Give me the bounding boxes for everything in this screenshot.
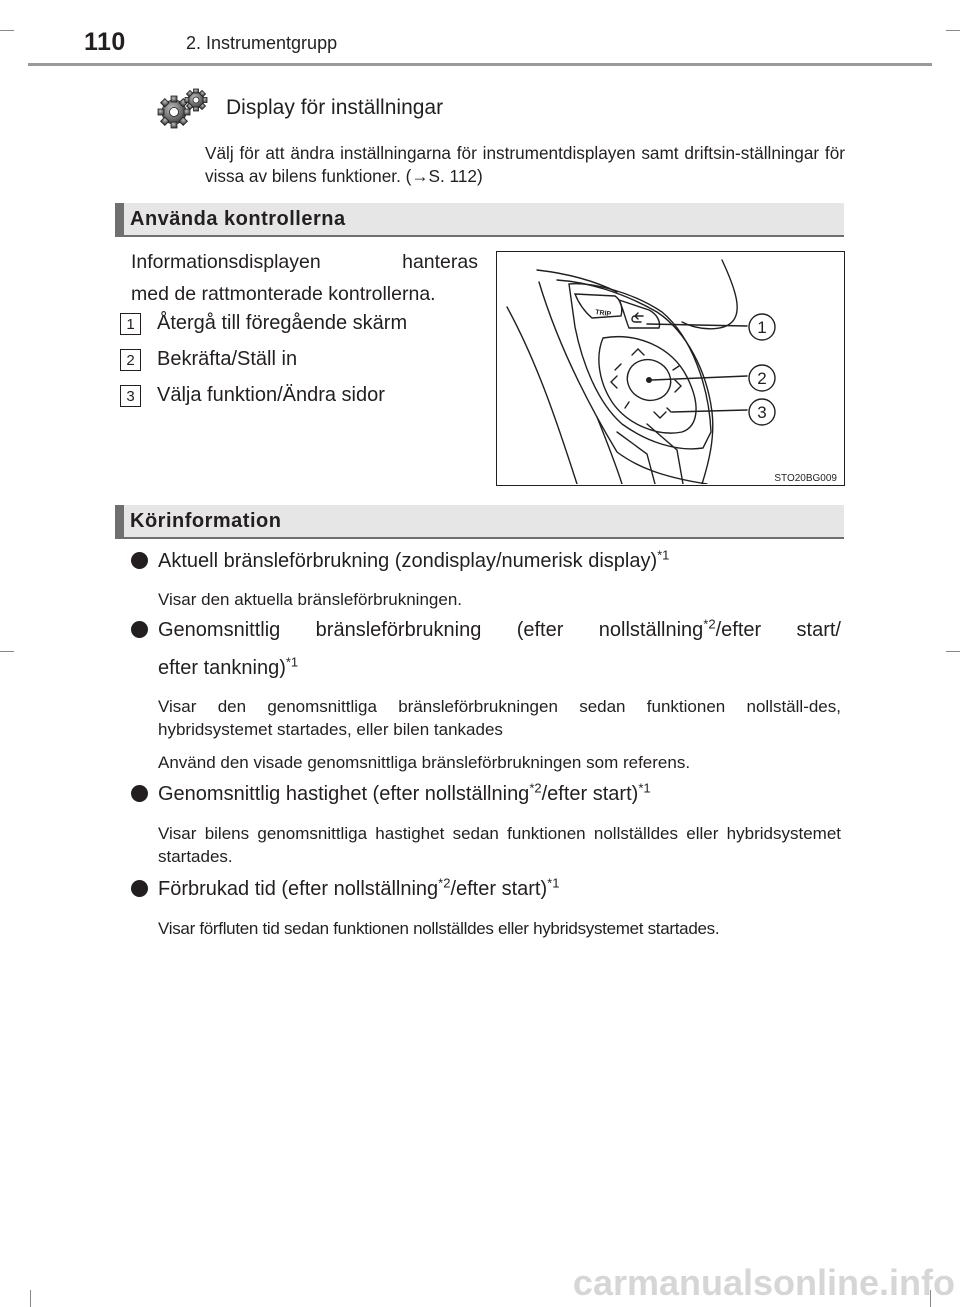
heading-part: /efter start) <box>541 783 639 805</box>
crop-mark <box>946 30 960 31</box>
section-accent <box>115 505 124 537</box>
callout-1: 1 <box>757 318 767 337</box>
item-number: 3 <box>120 385 141 407</box>
page-number: 110 <box>84 28 126 56</box>
intro-line: med de rattmonterade kontrollerna. <box>131 283 436 305</box>
entry-heading-text <box>158 782 841 806</box>
section-title: Använda kontrollerna <box>130 208 346 230</box>
gears-icon <box>156 86 212 132</box>
steering-controls-illustration <box>496 251 845 486</box>
entry-heading-text <box>158 877 841 901</box>
section-accent <box>115 203 124 235</box>
item-text: Återgå till föregående skärm <box>157 312 408 334</box>
heading-part: efter tankning) <box>158 657 286 679</box>
trip-label: TRIP <box>594 309 612 319</box>
footnote-ref: *1 <box>547 875 560 891</box>
footnote-ref: *2 <box>529 780 542 796</box>
callout-3: 3 <box>757 403 767 422</box>
settings-title: Display för inställningar <box>226 96 444 119</box>
entry-heading-text <box>158 618 841 642</box>
entry-heading-text <box>158 549 841 573</box>
bullet-icon <box>131 621 148 638</box>
heading-part: Aktuell bränsleförbrukning (zondisplay/numerisk display) <box>158 550 658 572</box>
section-header-controls <box>115 203 844 237</box>
footnote-ref: *2 <box>438 875 451 891</box>
crop-mark <box>946 651 960 652</box>
entry-description: Visar bilens genomsnittliga hastighet sedan funktionen nollställdes eller hybridsystemet startades. <box>158 824 841 866</box>
item-number: 2 <box>120 349 141 371</box>
callout-2: 2 <box>757 369 767 388</box>
bullet-icon <box>131 880 148 897</box>
item-text: Välja funktion/Ändra sidor <box>157 384 385 406</box>
heading-part: Genomsnittlig bränsleförbrukning (efter nollställning <box>158 619 704 641</box>
section-header-drive-info <box>115 505 844 539</box>
footnote-ref: *1 <box>638 780 651 796</box>
heading-part: Genomsnittlig hastighet (efter nollställning <box>158 783 530 805</box>
heading-part: /efter start) <box>450 878 548 900</box>
section-title: Körinformation <box>130 510 282 532</box>
bullet-icon <box>131 785 148 802</box>
entry-description: Visar den aktuella bränsleförbrukningen. <box>158 590 462 609</box>
footnote-ref: *1 <box>285 654 299 670</box>
bullet-icon <box>131 552 148 569</box>
entry-heading-text <box>158 656 841 680</box>
crop-mark <box>30 1290 31 1307</box>
steering-switch-drawing <box>497 252 843 484</box>
heading-part: /efter start/ <box>715 619 841 641</box>
entry-description: Använd den visade genomsnittliga bränsleförbrukningen som referens. <box>158 753 691 772</box>
item-text: Bekräfta/Ställ in <box>157 348 298 370</box>
crop-mark <box>0 30 14 31</box>
footnote-ref: *1 <box>657 547 670 563</box>
figure-code: STO20BG009 <box>774 473 837 484</box>
footnote-ref: *2 <box>703 616 716 632</box>
entry-description: Visar förfluten tid sedan funktionen nollställdes eller hybridsystemet startades. <box>158 919 720 938</box>
header-rule <box>28 63 932 66</box>
controls-intro <box>131 246 478 310</box>
item-number: 1 <box>120 313 141 335</box>
settings-description <box>205 142 845 188</box>
watermark: carmanualsonline.info <box>572 1262 955 1303</box>
intro-line: Informationsdisplayen hanteras <box>131 251 478 273</box>
entry-description: Visar den genomsnittliga bränsleförbrukningen sedan funktionen nollställ-des, hybridsystemet startades, eller bilen tankades <box>158 697 841 739</box>
crop-mark <box>0 651 14 652</box>
heading-part: Förbrukad tid (efter nollställning <box>158 878 439 900</box>
settings-description-text: Välj för att ändra inställningarna för instrumentdisplayen samt driftsin-ställningar för vissa av bilens funktioner. (→S. 112) <box>205 143 845 186</box>
chapter-title: 2. Instrumentgrupp <box>186 33 338 53</box>
